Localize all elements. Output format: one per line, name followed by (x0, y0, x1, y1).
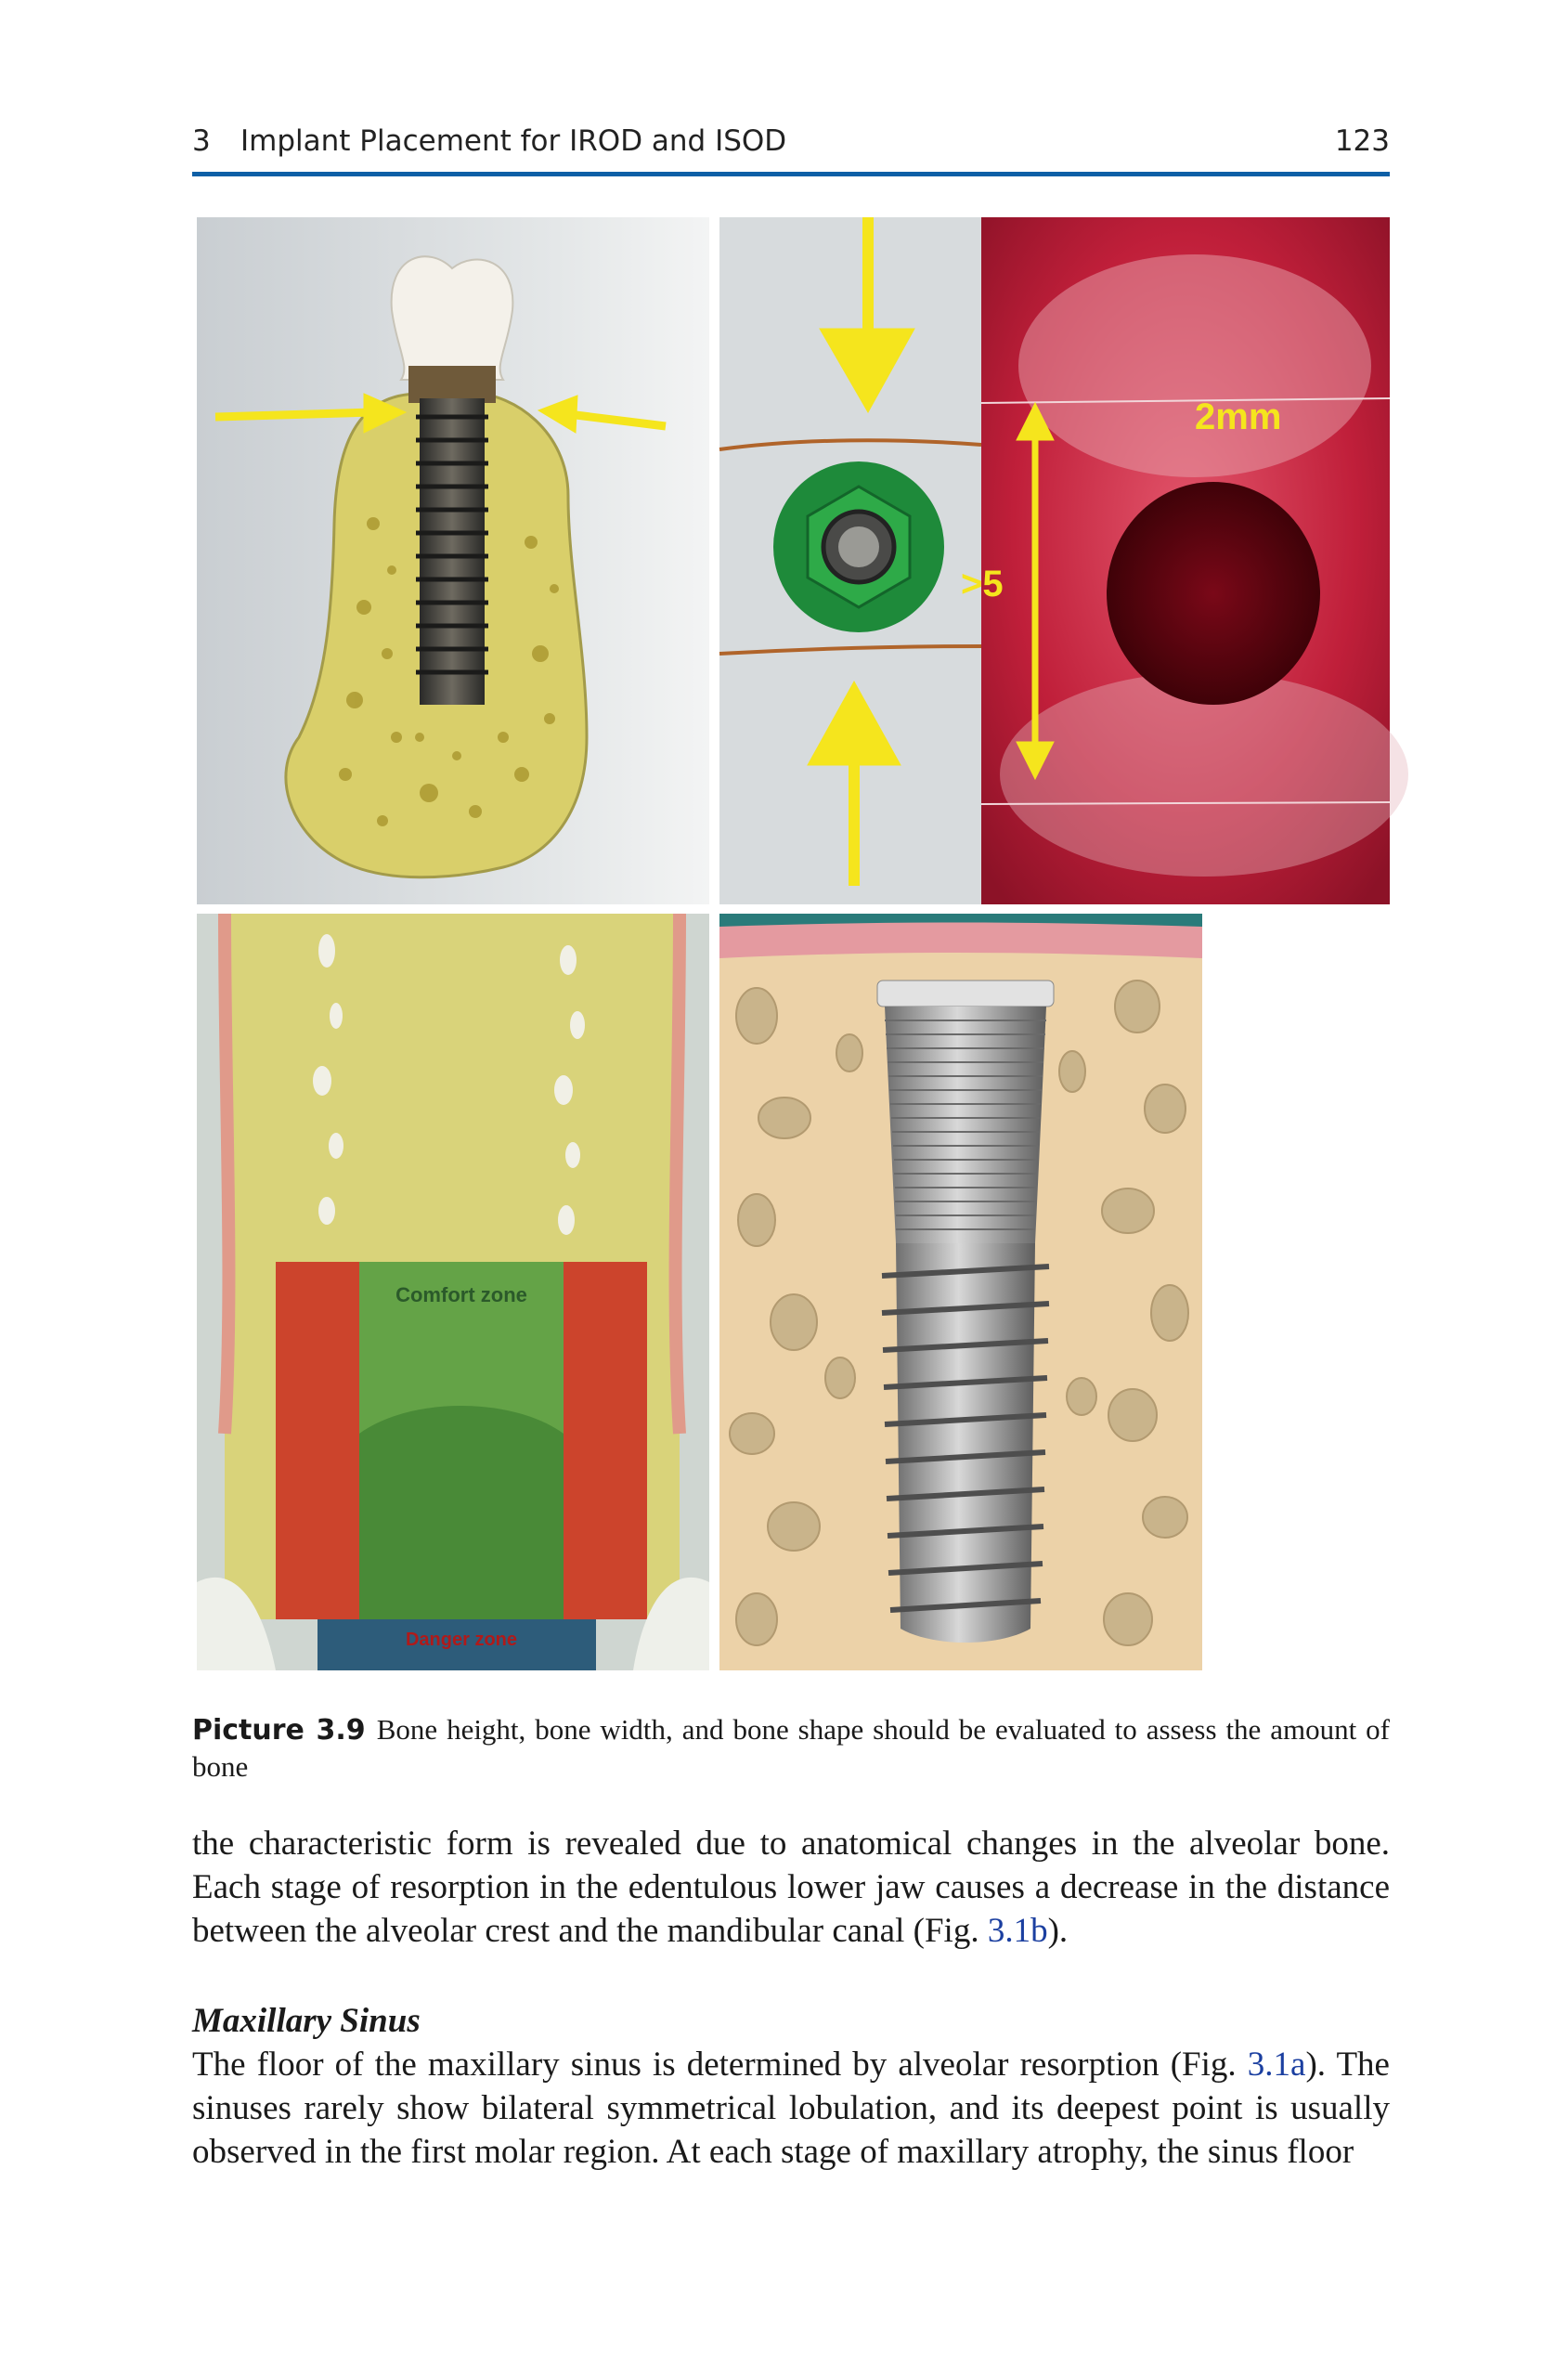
panel-implant-in-bone (719, 914, 1202, 1670)
para1-end: ). (1047, 1912, 1069, 1950)
figure-ref-3-1b[interactable]: 3.1b (987, 1912, 1048, 1950)
bone-zones-illustration (197, 914, 709, 1670)
caption-label: Picture 3.9 (192, 1714, 366, 1747)
figure-caption (192, 1711, 1390, 1785)
para2-text: The floor of the maxillary sinus is determined by alveolar resorption (Fig. (192, 2046, 1248, 2084)
chapter-number: 3 (192, 124, 211, 158)
para1-text: the characteristic form is revealed due to anatomical changes in the alveolar bone. Each stage of resorption in the edentulous lower jaw causes a decrease in the distance between the alveolar crest and the mandibular canal (Fig. (192, 1825, 1390, 1950)
panel-osteotomy-photo (961, 217, 1390, 904)
height-measure-label: >5 (961, 564, 1004, 604)
figure-ref-3-1a[interactable]: 3.1a (1247, 2046, 1306, 2084)
para2-end: ). The sinuses rarely show bilateral symmetrical lobulation, and its deepest point is usually observed in the first molar region. At each stage of maxillary atrophy, the sinus floor (192, 2046, 1390, 2171)
implant-in-bone-illustration (719, 914, 1202, 1670)
osteotomy-photo (961, 217, 1390, 904)
danger-zone-label: Danger zone (405, 1630, 518, 1650)
body-paragraph-1 (192, 1822, 1390, 1953)
section-heading: Maxillary Sinus (192, 2002, 421, 2040)
running-header (192, 121, 1390, 165)
body-paragraph-2 (192, 2043, 1390, 2174)
panel-implant-top-view (719, 217, 981, 904)
width-measure-label: 2mm (1195, 396, 1282, 437)
implant-top-view-illustration (719, 217, 981, 904)
header-rule (192, 172, 1390, 176)
panel-implant-crown (197, 217, 709, 904)
chapter-title: Implant Placement for IROD and ISOD (240, 124, 787, 158)
caption-text: Bone height, bone width, and bone shape should be evaluated to assess the amount of bone (192, 1713, 1391, 1783)
panel-bone-zones (197, 914, 709, 1670)
comfort-zone-label: Comfort zone (395, 1283, 527, 1306)
page-number: 123 (1334, 124, 1390, 158)
implant-crown-illustration (197, 217, 709, 904)
